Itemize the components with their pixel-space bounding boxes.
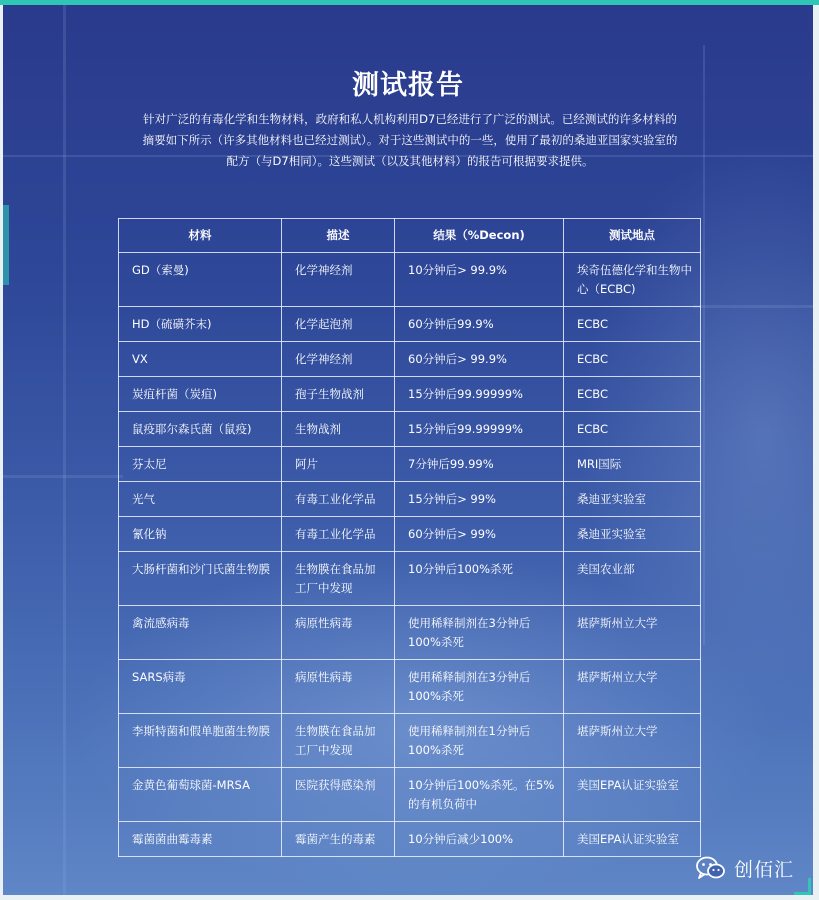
cell-material: 芬太尼	[119, 447, 282, 482]
cell-material: 霉菌菌曲霉毒素	[119, 822, 282, 857]
bg-decor	[693, 305, 813, 308]
cell-description: 医院获得感染剂	[282, 768, 395, 822]
cell-result: 使用稀释制剂在3分钟后100%杀死	[395, 606, 564, 660]
cell-location: 堪萨斯州立大学	[564, 606, 701, 660]
cell-location: 美国EPA认证实验室	[564, 768, 701, 822]
cell-result: 60分钟后99.9%	[395, 307, 564, 342]
cell-material: 炭疽杆菌（炭疽)	[119, 377, 282, 412]
corner-decoration	[794, 878, 811, 895]
column-header: 材料	[119, 219, 282, 253]
table-body	[119, 253, 701, 857]
cell-result: 15分钟后99.99999%	[395, 412, 564, 447]
column-header: 描述	[282, 219, 395, 253]
table-header-row	[119, 219, 701, 253]
cell-description: 有毒工业化学品	[282, 482, 395, 517]
cell-description: 霉菌产生的毒素	[282, 822, 395, 857]
cell-description: 孢子生物战剂	[282, 377, 395, 412]
table-row	[119, 307, 701, 342]
cell-material: 大肠杆菌和沙门氏菌生物膜	[119, 552, 282, 606]
table-row	[119, 447, 701, 482]
test-results-table	[118, 218, 701, 857]
table-row	[119, 660, 701, 714]
table-row	[119, 377, 701, 412]
cell-location: 桑迪亚实验室	[564, 517, 701, 552]
cell-location: 美国EPA认证实验室	[564, 822, 701, 857]
cell-material: 光气	[119, 482, 282, 517]
cell-result: 使用稀释制剂在3分钟后100%杀死	[395, 660, 564, 714]
cell-description: 有毒工业化学品	[282, 517, 395, 552]
watermark-text: 创佰汇	[734, 858, 795, 881]
cell-location: 埃奇伍德化学和生物中心（ECBC)	[564, 253, 701, 307]
bg-decor	[703, 45, 705, 645]
table-row	[119, 517, 701, 552]
cell-description: 化学神经剂	[282, 342, 395, 377]
cell-location: 桑迪亚实验室	[564, 482, 701, 517]
cell-description: 病原性病毒	[282, 660, 395, 714]
cell-material: 禽流感病毒	[119, 606, 282, 660]
cell-location: MRI国际	[564, 447, 701, 482]
cell-result: 10分钟后> 99.9%	[395, 253, 564, 307]
table-row	[119, 768, 701, 822]
cell-description: 化学起泡剂	[282, 307, 395, 342]
cell-description: 生物膜在食品加工厂中发现	[282, 714, 395, 768]
cell-material: 金黄色葡萄球菌-MRSA	[119, 768, 282, 822]
intro-paragraph: 针对广泛的有毒化学和生物材料，政府和私人机构利用D7已经进行了广泛的测试。已经测试的许多材料的摘要如下所示（许多其他材料也已经过测试）。对于这些测试中的一些，使用了最初的桑迪亚国家实验室的配方（与D7相同）。这些测试（以及其他材料）的报告可根据要求提供。	[142, 112, 678, 168]
cell-result: 7分钟后99.99%	[395, 447, 564, 482]
cell-location: ECBC	[564, 307, 701, 342]
page-title: 测试报告	[352, 70, 464, 101]
cell-material: 氰化钠	[119, 517, 282, 552]
cell-result: 使用稀释制剂在1分钟后100%杀死	[395, 714, 564, 768]
cell-location: 堪萨斯州立大学	[564, 660, 701, 714]
cell-description: 化学神经剂	[282, 253, 395, 307]
table-row	[119, 822, 701, 857]
cell-result: 15分钟后99.99999%	[395, 377, 564, 412]
cell-location: 美国农业部	[564, 552, 701, 606]
bg-decor	[63, 5, 66, 895]
cell-material: GD（索曼)	[119, 253, 282, 307]
cell-description: 生物膜在食品加工厂中发现	[282, 552, 395, 606]
table-row	[119, 606, 701, 660]
table-row	[119, 342, 701, 377]
cell-result: 10分钟后100%杀死	[395, 552, 564, 606]
table-row	[119, 714, 701, 768]
wechat-icon	[696, 856, 726, 880]
cell-material: HD（硫磺芥末)	[119, 307, 282, 342]
cell-description: 阿片	[282, 447, 395, 482]
table-row	[119, 552, 701, 606]
cell-description: 病原性病毒	[282, 606, 395, 660]
cell-location: 堪萨斯州立大学	[564, 714, 701, 768]
bg-decor	[3, 475, 123, 478]
cell-result: 10分钟后100%杀死。在5%的有机负荷中	[395, 768, 564, 822]
cell-result: 60分钟后> 99.9%	[395, 342, 564, 377]
watermark	[696, 855, 794, 881]
table-row	[119, 253, 701, 307]
table-row	[119, 482, 701, 517]
cell-result: 15分钟后> 99%	[395, 482, 564, 517]
cell-material: VX	[119, 342, 282, 377]
cell-material: SARS病毒	[119, 660, 282, 714]
table-row	[119, 412, 701, 447]
cell-location: ECBC	[564, 412, 701, 447]
cell-location: ECBC	[564, 342, 701, 377]
content-panel	[3, 5, 813, 895]
cell-description: 生物战剂	[282, 412, 395, 447]
cell-result: 10分钟后减少100%	[395, 822, 564, 857]
column-header: 测试地点	[564, 219, 701, 253]
cell-material: 鼠疫耶尔森氏菌（鼠疫)	[119, 412, 282, 447]
corner-decoration	[3, 205, 9, 285]
cell-result: 60分钟后> 99%	[395, 517, 564, 552]
cell-material: 李斯特菌和假单胞菌生物膜	[119, 714, 282, 768]
column-header: 结果（%Decon)	[395, 219, 564, 253]
cell-location: ECBC	[564, 377, 701, 412]
